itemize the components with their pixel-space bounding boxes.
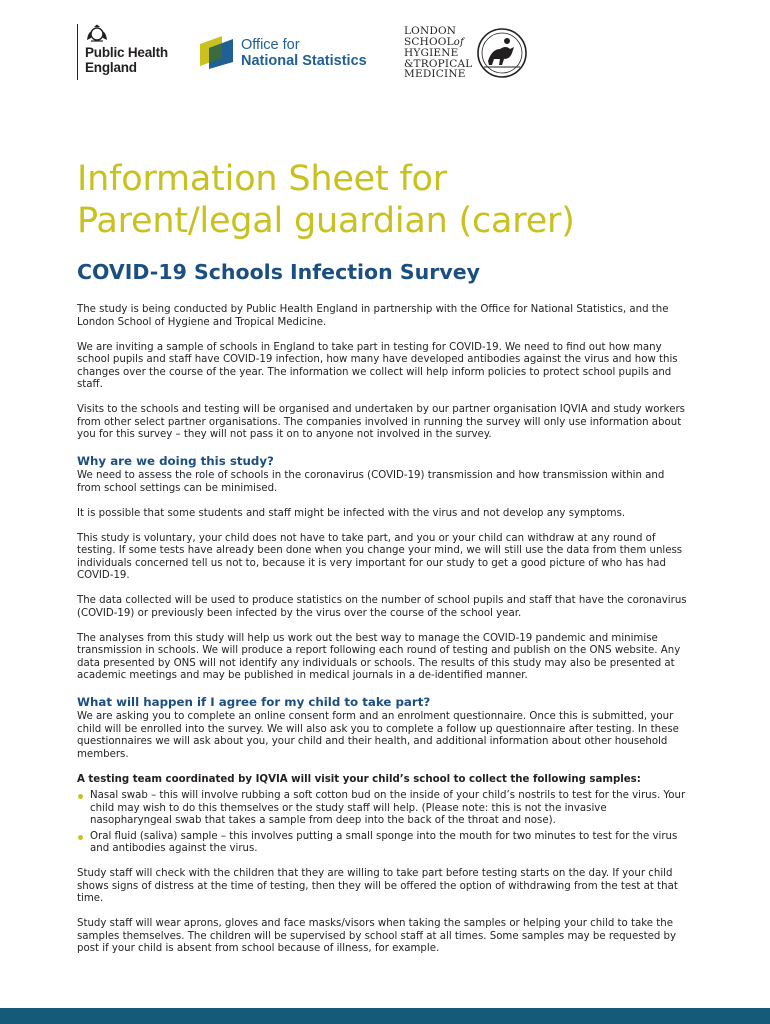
- samples-intro: A testing team coordinated by IQVIA will visit your child’s school to collect the following samples:: [77, 773, 641, 785]
- why-paragraph: The analyses from this study will help us work out the best way to manage the COVID-19 pandemic and minimise transmission in schools. We will produce a report following each round of testing and publish on the ONS website. Any data presented by ONS will not identify any individuals or schools. The results of this study may also be presented at academic meetings and may be published in medical journals in a de-identified manner.: [77, 632, 681, 681]
- lshtm-logo-line3: HYGIENE: [404, 47, 459, 59]
- ons-logo: [200, 36, 367, 69]
- sample-list-item: Oral fluid (saliva) sample – this involves putting a small sponge into the mouth for two minutes to test for the virus and antibodies against the virus.: [77, 831, 687, 856]
- why-paragraph: This study is voluntary, your child does not have to take part, and you or your child can withdraw at any round of testing. If some tests have already been done when you change your mind, we will still use the data from them unless individuals concerned tell us not to, because it is very important for our study to get a good picture of who has had COVID-19.: [77, 532, 683, 581]
- what-paragraph: Study staff will wear aprons, gloves and face masks/visors when taking the samples or helping your child to take the samples themselves. The children will be supervised by school staff at all times. Some samples may be requested by post if your child is absent from school because of illness, for example.: [77, 918, 677, 954]
- section-heading-what: What will happen if I agree for my child to take part?: [77, 695, 431, 709]
- document-subtitle: COVID-19 Schools Infection Survey: [77, 260, 480, 284]
- document-title: [77, 158, 575, 242]
- document-title-line1: Information Sheet for: [77, 159, 447, 199]
- footer-bar: [0, 1008, 770, 1024]
- lshtm-logo-line5: MEDICINE: [404, 68, 466, 80]
- lshtm-logo-line1: LONDON: [404, 25, 457, 37]
- document-body: [77, 304, 687, 968]
- what-paragraph: Study staff will check with the children that they are willing to take part before testing starts on the day. If your child shows signs of distress at the time of testing, then they will be offered the option of withdrawing from the test at that time.: [77, 868, 678, 904]
- document-title-line2: Parent/legal guardian (carer): [77, 201, 575, 241]
- lshtm-logo-line2a: SCHOOL: [404, 35, 454, 48]
- sample-list-item: Nasal swab – this will involve rubbing a soft cotton bud on the inside of your child’s nostrils to test for the virus. Your child may wish to do this themselves or the study staff will help. (Please note: this is not the invasive nasopharyngeal swab that takes a sample from deep into the back of the throat and nose).: [77, 790, 687, 828]
- samples-list: [77, 790, 687, 856]
- phe-logo-line2: England: [85, 60, 137, 75]
- phe-logo: [77, 24, 168, 80]
- lshtm-logo-line2b: of: [453, 36, 464, 48]
- ons-mark-icon: [200, 36, 233, 69]
- lshtm-emblem-icon: [476, 27, 528, 79]
- lshtm-logo: [404, 26, 528, 80]
- royal-crest-icon: [85, 24, 109, 42]
- phe-logo-line1: Public Health: [85, 45, 168, 60]
- why-paragraph: The data collected will be used to produce statistics on the number of school pupils and staff that have the coronavirus (COVID-19) or previously been infected by the virus over the course of the school year.: [77, 595, 687, 619]
- why-paragraph: It is possible that some students and staff might be infected with the virus and not develop any symptoms.: [77, 507, 626, 519]
- lshtm-logo-line4: &TROPICAL: [404, 57, 473, 70]
- ons-logo-line1: Office for: [241, 36, 300, 53]
- intro-paragraph: Visits to the schools and testing will be organised and undertaken by our partner organisation IQVIA and study workers from other select partner organisations. The companies involved in running the survey will only use information about you for this survey – they will not pass it on to anyone not involved in the survey.: [77, 404, 685, 440]
- intro-paragraph: We are inviting a sample of schools in England to take part in testing for COVID-19. We need to find out how many school pupils and staff have COVID-19 infection, how many have developed antibodies against the virus and how this changes over the course of the year. The information we collect will help inform policies to protect school pupils and staff.: [77, 341, 678, 390]
- why-paragraph: We need to assess the role of schools in the coronavirus (COVID-19) transmission and how transmission within and from school settings can be minimised.: [77, 470, 665, 494]
- section-heading-why: Why are we doing this study?: [77, 454, 274, 468]
- intro-paragraph: The study is being conducted by Public Health England in partnership with the Office for National Statistics, and the London School of Hygiene and Tropical Medicine.: [77, 304, 669, 328]
- logo-bar: [0, 0, 770, 110]
- ons-logo-line2: National Statistics: [241, 52, 367, 69]
- what-paragraph: We are asking you to complete an online consent form and an enrolment questionnaire. Once this is submitted, your child will be enrolled into the survey. We will also ask you to complete a follow up questionnaire after testing. In these questionnaires we will ask about you, your child and their health, and additional information about other household members.: [77, 711, 679, 760]
